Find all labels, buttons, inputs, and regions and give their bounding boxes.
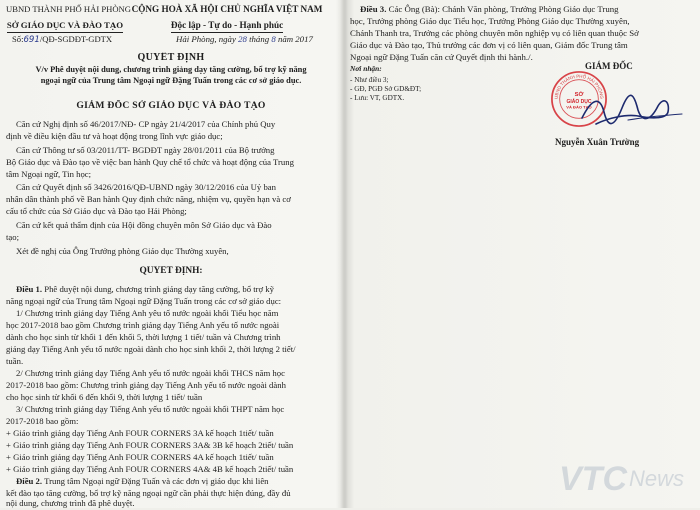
article-3-line: Ngoại ngữ Đặng Tuấn căn cứ Quyết định thi hành./. — [350, 52, 533, 62]
basis-line: Bộ Giáo dục và Đào tạo về việc ban hành Quy chế tổ chức và hoạt động của Trung — [6, 157, 294, 167]
recipient-item: - Như điều 3; — [350, 76, 389, 84]
article-2-line: kết đào tạo tăng cường, bổ trợ kỹ năng ngoại ngữ cần phải thực hiện đúng, đầy đủ — [6, 488, 291, 498]
handwritten-day: 28 — [238, 34, 247, 44]
article-1-line: 1/ Chương trình giảng dạy Tiếng Anh yêu tố nước ngoài khối Tiểu học năm — [16, 308, 279, 318]
article-2-line: nội dung, chương trình đã phê duyệt. — [6, 498, 135, 508]
handwritten-number: 691 — [23, 35, 40, 45]
seal-top-text: UBND THÀNH PHỐ HẢI PHÒNG — [553, 73, 605, 100]
article-1-line: cho học sinh từ khối 6 đến khối 9, thời lượng 1 tiết/ tuần — [6, 392, 203, 402]
watermark-word: News — [629, 466, 685, 491]
document-header — [6, 4, 336, 50]
signer-name: Nguyễn Xuân Trường — [555, 137, 640, 147]
basis-line: Căn cứ Nghị định số 46/2017/NĐ- CP ngày 21/4/2017 của Chính phủ Quy — [16, 119, 276, 129]
article-3-line: Điều 3. Các Ông (Bà): Chánh Văn phòng, Trưởng Phòng Giáo dục Trung — [360, 4, 619, 14]
nation-line-1: CỘNG HOÀ XÃ HỘI CHỦ NGHĨA VIỆT NAM — [131, 4, 323, 14]
vtc-news-watermark-icon — [555, 452, 695, 502]
article-3-label: Điều 3. — [360, 4, 387, 14]
article-3-line: Giáo dục và Đào tạo, Thủ trưởng các đơn vị có liên quan, Giám đốc Trung tâm — [350, 40, 628, 50]
article-2-label: Điều 2. — [16, 476, 43, 486]
article-1-line: + Giáo trình giảng dạy Tiếng Anh FOUR CORNERS 4A& 4B kế hoạch 2tiết/ tuần — [6, 464, 294, 474]
article-1-line: tuần. — [6, 356, 24, 366]
recipient-item: - Lưu: VT, GDTX. — [350, 94, 405, 102]
article-1-line: giảng dạy Tiếng Anh yếu tố nước ngoài dành cho học sinh khối 2, thời lượng 2 tiết/ — [6, 344, 296, 354]
article-1-line: Điều 1. Phê duyệt nội dung, chương trình giảng dạy tăng cường, bổ trợ kỹ — [16, 284, 274, 294]
basis-line: tâm Ngoại ngữ, Tin học; — [6, 169, 92, 179]
seal-line-1: SỞ — [574, 92, 584, 99]
basis-line: cấu tổ chức của Sở Giáo dục và Đào tạo Hải Phòng; — [6, 206, 187, 216]
signature-scribble-icon — [578, 88, 688, 132]
article-3-line: học, Trưởng phòng Giáo dục Tiểu học, Trưởng Phòng Giáo dục Thường xuyên, — [350, 16, 630, 26]
page-fold — [340, 0, 348, 508]
seal-line-2: GIÁO DỤC — [566, 98, 592, 105]
article-2-line: Điều 2. Trung tâm Ngoại ngữ Đặng Tuấn và các đơn vị giáo dục khi liên — [16, 476, 269, 486]
handwritten-month: 8 — [271, 34, 276, 44]
article-1-label: Điều 1. — [16, 284, 43, 294]
article-1-line: + Giáo trình giảng dạy Tiếng Anh FOUR CORNERS 3A& 3B kế hoạch 2tiết/ tuần — [6, 440, 294, 450]
watermark-brand: VTC — [559, 460, 627, 498]
basis-line: Căn cứ Thông tư số 03/2011/TT- BGDĐT ngày 28/01/2011 của Bộ trưởng — [16, 145, 275, 155]
recipient-item: - GĐ, PGĐ Sở GD&ĐT; — [350, 85, 422, 93]
org-line-2: SỞ GIÁO DỤC VÀ ĐÀO TẠO — [7, 20, 123, 33]
authority-heading: GIÁM ĐỐC SỞ GIÁO DỤC VÀ ĐÀO TẠO — [76, 100, 266, 111]
right-page — [350, 4, 695, 508]
nation-line-2: Độc lập - Tự do - Hạnh phúc — [171, 20, 283, 33]
article-3-line: Chánh Thanh tra, Trưởng các phòng chuyên môn nghiệp vụ có liên quan thuộc Sở — [350, 28, 639, 38]
subject-line-1: V/v Phê duyệt nội dung, chương trình giảng dạy tăng cường, bổ trợ kỹ năng — [35, 65, 307, 74]
article-1-line: 2017-2018 bao gồm: — [6, 416, 79, 426]
basis-line: Căn cứ kết quả thẩm định của Hội đồng chuyên môn Sở Giáo dục và Đào — [16, 220, 272, 230]
basis-line: tạo; — [6, 232, 20, 242]
article-1-line: học 2017-2018 bao gồm Chương trình giảng dạy Tiếng Anh yếu tố nước ngoài — [6, 320, 280, 330]
basis-line: định về điều kiện đầu tư và hoạt động trong lĩnh vực giáo dục; — [6, 131, 223, 141]
org-line-1: UBND THÀNH PHỐ HẢI PHÒNG — [6, 4, 131, 14]
place-date: Hải Phòng, ngày 28 tháng 8 năm 2017 — [176, 34, 313, 44]
document-number: Số:691/QĐ-SGDĐT-GDTX — [12, 34, 113, 45]
article-1-line: 2017-2018 bao gồm: Chương trình giảng dạy Tiếng Anh yếu tố nước ngoài dành — [6, 380, 286, 390]
issuing-organization — [6, 4, 131, 33]
basis-line: nhân dân thành phố về Ban hành Quy định chức năng, nhiệm vụ, quyền hạn và cơ — [6, 194, 291, 204]
article-1-line: 3/ Chương trình giảng dạy Tiếng Anh yếu tố nước ngoài khối THPT năm học — [16, 404, 285, 414]
basis-line: Xét đề nghị của Ông Trưởng phòng Giáo dục Thường xuyên, — [16, 246, 229, 256]
decision-title: QUYẾT ĐỊNH — [137, 52, 205, 63]
decides-heading: QUYẾT ĐỊNH: — [139, 266, 203, 276]
article-1-line: dành cho học sinh từ khối 1 đến khối 5, thời lượng 1 tiết/ tuần và Chương trình — [6, 332, 281, 342]
left-page — [6, 4, 336, 508]
article-1-line: năng ngoại ngữ của Trung tâm Ngoại ngữ Đặng Tuấn trong các cơ sở giáo dục: — [6, 296, 282, 306]
subject-line-2: ngoại ngữ của Trung tâm Ngoại ngữ Đặng Tuấn trong các cơ sở giáo dục. — [40, 76, 302, 85]
article-1-line: + Giáo trình giảng dạy Tiếng Anh FOUR CORNERS 3A kế hoạch 1tiết/ tuần — [6, 428, 274, 438]
national-motto — [116, 4, 338, 33]
recipients-label: Nơi nhận: — [350, 64, 382, 73]
signer-title: GIÁM ĐỐC — [585, 61, 633, 71]
article-1-line: + Giáo trình giảng dạy Tiếng Anh FOUR CORNERS 4A kế hoạch 1tiết/ tuần — [6, 452, 274, 462]
basis-line: Căn cứ Quyết định số 3426/2016/QĐ-UBND ngày 30/12/2016 của Uỷ ban — [16, 182, 276, 192]
article-1-line: 2/ Chương trình giảng dạy Tiếng Anh yếu tố nước ngoài khối THCS năm học — [16, 368, 285, 378]
seal-line-3: VÀ ĐÀO TẠO — [566, 104, 592, 110]
